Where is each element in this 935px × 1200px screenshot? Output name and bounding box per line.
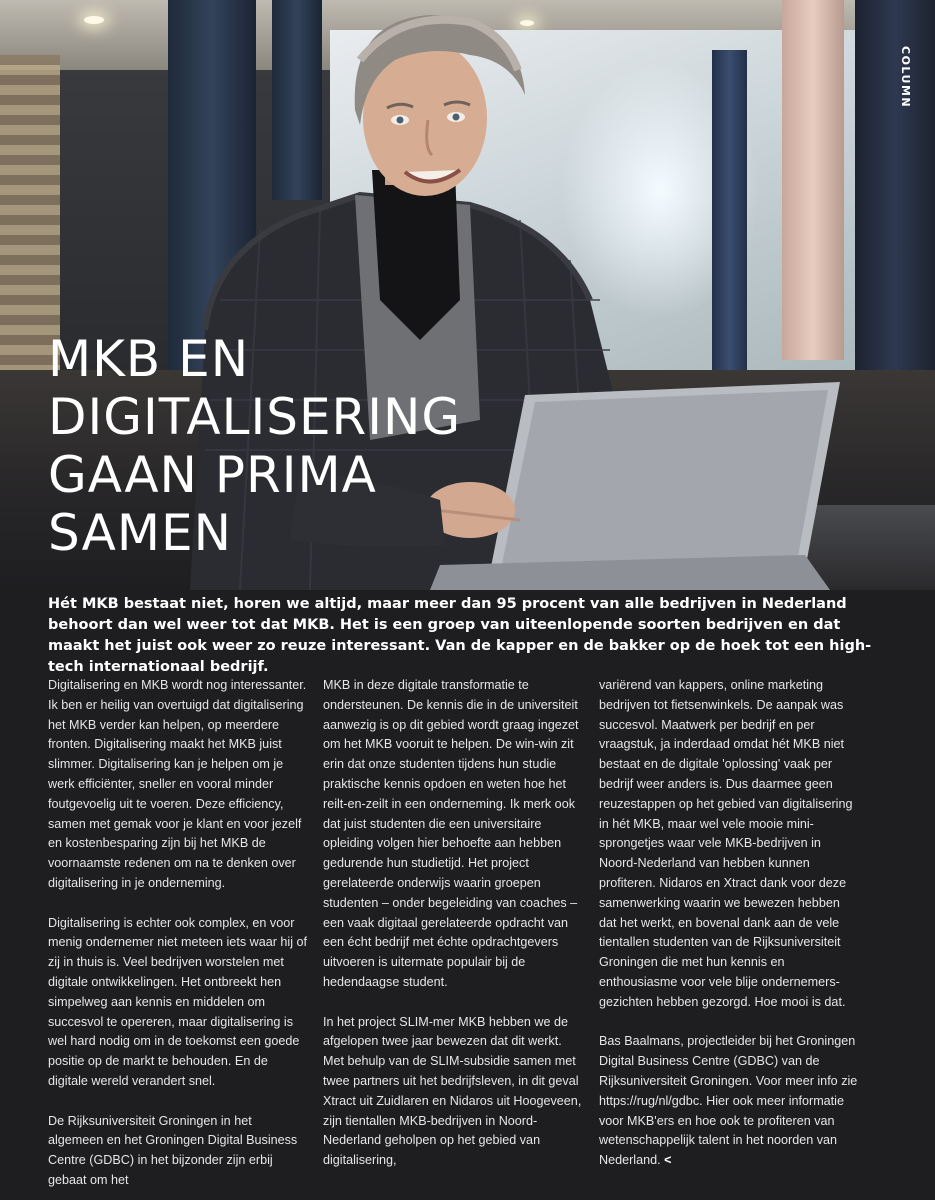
body-paragraph: In het project SLIM-mer MKB hebben we de afgelopen twee jaar bewezen dat dit werkt. Met behulp van de SLIM-subsidie samen met twee partners uit het bedrijfsleven, in dit geval Xtract uit Zuidlaren en Nidaros uit Hoogeveen, zijn tientallen MKB-bedrijven in Noord-Nederland geholpen op het gebied van digitalisering, (323, 1014, 582, 1168)
author-bio-text: Bas Baalmans, projectleider bij het Groningen Digital Business Centre (GDBC) van de Rijksuniversiteit Groningen. Voor meer info zie https://rug/nl/gdbc. Hier ook meer informatie voor MKB'ers en hoe ook te profiteren van wetenschappelijk talent in het noorden van Nederland. (599, 1034, 858, 1168)
end-mark-icon: < (664, 1153, 672, 1168)
page-title (48, 330, 518, 562)
body-paragraph: De Rijksuniversiteit Groningen in het algemeen en het Groningen Digital Business Centre (GDBC) in het bijzonder zijn erbij gebaat om het (48, 1113, 298, 1187)
body-paragraph: MKB in deze digitale transformatie te ondersteunen. De kennis die in de universiteit aanwezig is op dit gebied wordt graag ingezet om het MKB vooruit te helpen. De win-win zit erin dat onze studenten tijdens hun studie praktische kennis opdoen en weten hoe het reilt-en-zeilt in een onderneming. Ik merk ook dat juist studenten die een universitaire opleiding volgen hier behoefte aan hebben gedurende hun studietijd. Het project gerelateerde onderwijs waarin groepen studenten – onder begeleiding van coaches – een vaak digitaal gerelateerde opdracht van een écht bedrijf met échte opdrachtgevers uitvoeren is uitermate populair bij de hedendaagse student. (323, 678, 579, 989)
body-paragraph: Digitalisering en MKB wordt nog interessanter. Ik ben er heilig van overtuigd dat digitalisering het MKB verder kan helpen, op meerdere fronten. Digitalisering maakt het MKB juist slimmer. Digitalisering kan je helpen om je werk efficiënter, sneller en vooral minder foutgevoelig uit te voeren. Deze efficiency, samen met gemak voor je klant en voor jezelf en kostenbesparing zijn bij het MKB de voornaamste redenen om na te denken over digitalisering in je onderneming. (48, 678, 307, 890)
section-tag: COLUMN (899, 46, 912, 109)
body-column-2 (323, 676, 583, 1191)
body-paragraph: variërend van kappers, online marketing bedrijven tot fietsenwinkels. De aanpak was succesvol. Maatwerk per bedrijf en per vraagstuk, ja inderdaad omdat hét MKB niet bestaat en de digitale 'oplossing' vaak per bedrijf weer anders is. Dus daarmee geen reuzestappen op het gebied van digitalisering in hét MKB, maar wel vele mooie mini-sprongetjes waar vele MKB-bedrijven in Noord-Nederland van hebben kunnen profiteren. Nidaros en Xtract dank voor deze samenwerking waarin we bewezen hebben dat het werkt, en bovenal dank aan de vele tientallen studenten van de Rijksuniversiteit Groningen die met hun kennis en enthousiasme voor vele blije ondernemers-gezichten hebben gezorgd. Hoe mooi is dat. (599, 678, 853, 1009)
headline-line: MKB EN (48, 330, 250, 388)
author-bio-paragraph (599, 1032, 859, 1171)
headline-line: SAMEN (48, 504, 233, 562)
body-column-1 (48, 676, 308, 1200)
headline-line: DIGITALISERING (48, 388, 462, 446)
body-paragraph: Digitalisering is echter ook complex, en voor menig ondernemer niet meteen iets waar hij of zij in thuis is. Veel bedrijven worstelen met digitale ontwikkelingen. Het ontbreekt hen simpelweg aan kennis en middelen om succesvol te opereren, maar digitalisering is wel hard nodig om in de toekomst een goede positie op de markt te behouden. En de digitale wereld verandert snel. (48, 915, 308, 1088)
lead-paragraph: Hét MKB bestaat niet, horen we altijd, maar meer dan 95 procent van alle bedrijven in Nederland behoort dan wel weer tot dat MKB. Het is een groep van uiteenlopende soorten bedrijven en dat maakt het juist ook weer zo reuze interessant. Van de kapper en de bakker op de hoek tot een high-tech internationaal bedrijf. (48, 596, 872, 675)
body-column-3 (599, 676, 859, 1191)
headline-line: GAAN PRIMA (48, 446, 377, 504)
